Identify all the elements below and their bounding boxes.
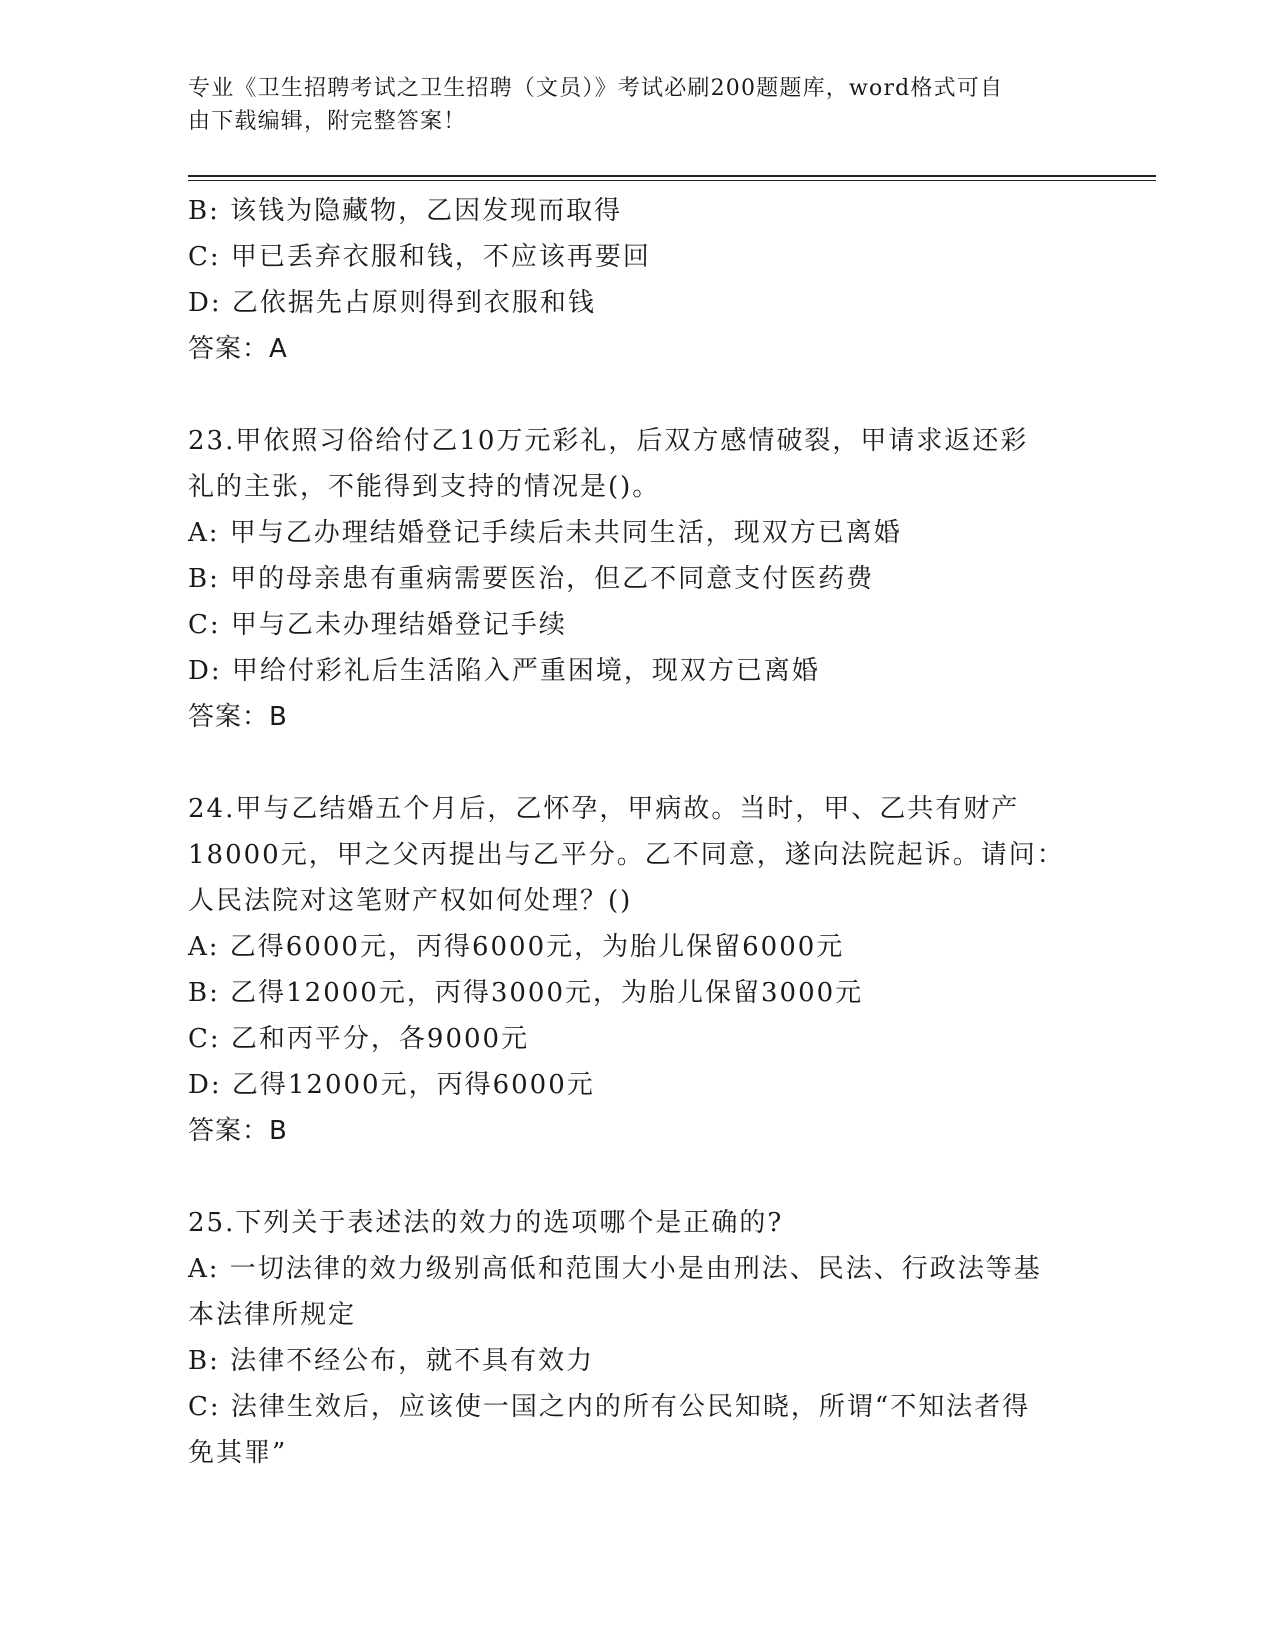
header-line-1: 专业《卫生招聘考试之卫生招聘（文员）》考试必刷200题题库，word格式可自 [188,76,1004,101]
header-line-2: 由下载编辑，附完整答案！ [188,109,467,134]
option-c: C: 乙和丙平分，各9000元 [188,1024,530,1054]
option-c: C: 甲已丢弃衣服和钱，不应该再要回 [188,242,651,272]
option-d: D: 乙依据先占原则得到衣服和钱 [188,288,596,318]
option-b: B: 乙得12000元，丙得3000元，为胎儿保留3000元 [188,978,864,1008]
header-divider-thin [188,180,1156,181]
option-d: D: 乙得12000元，丙得6000元 [188,1070,595,1100]
option-a: A: 乙得6000元，丙得6000元，为胎儿保留6000元 [188,932,845,962]
spacer [188,1154,1088,1200]
option-b: B: 法律不经公布，就不具有效力 [188,1346,595,1376]
question-text-line: 23.甲依照习俗给付乙10万元彩礼，后双方感情破裂，甲请求返还彩 [188,426,1029,456]
question-text-line: 人民法院对这笔财产权如何处理？() [188,886,633,916]
option-a: A: 甲与乙办理结婚登记手续后未共同生活，现双方已离婚 [188,518,902,548]
option-a: A: 一切法律的效力级别高低和范围大小是由刑法、民法、行政法等基 [188,1254,1042,1284]
option-c: C: 甲与乙未办理结婚登记手续 [188,610,567,640]
option-b: B: 甲的母亲患有重病需要医治，但乙不同意支付医药费 [188,564,875,594]
option-b: B: 该钱为隐藏物，乙因发现而取得 [188,196,623,226]
question-text-line: 礼的主张，不能得到支持的情况是()。 [188,472,661,502]
option-c-continuation: 免其罪” [188,1438,288,1468]
header-divider-thick [188,175,1156,177]
document-header [188,72,1088,138]
spacer [188,372,1088,418]
question-text-line: 24.甲与乙结婚五个月后，乙怀孕，甲病故。当时，甲、乙共有财产 [188,794,1020,824]
document-body [188,188,1088,1476]
question-text-line: 18000元，甲之父丙提出与乙平分。乙不同意，遂向法院起诉。请问： [188,840,1065,870]
option-d: D: 甲给付彩礼后生活陷入严重困境，现双方已离婚 [188,656,820,686]
answer-line: 答案：B [188,1116,288,1146]
answer-line: 答案：B [188,702,288,732]
question-text-line: 25.下列关于表述法的效力的选项哪个是正确的? [188,1208,784,1238]
question-24 [188,786,1088,1154]
answer-line: 答案：A [188,334,288,364]
spacer [188,740,1088,786]
option-c: C: 法律生效后，应该使一国之内的所有公民知晓，所谓“不知法者得 [188,1392,1031,1422]
option-a-continuation: 本法律所规定 [188,1300,357,1330]
question-25 [188,1200,1088,1476]
question-22-continuation [188,188,1088,372]
question-23 [188,418,1088,740]
